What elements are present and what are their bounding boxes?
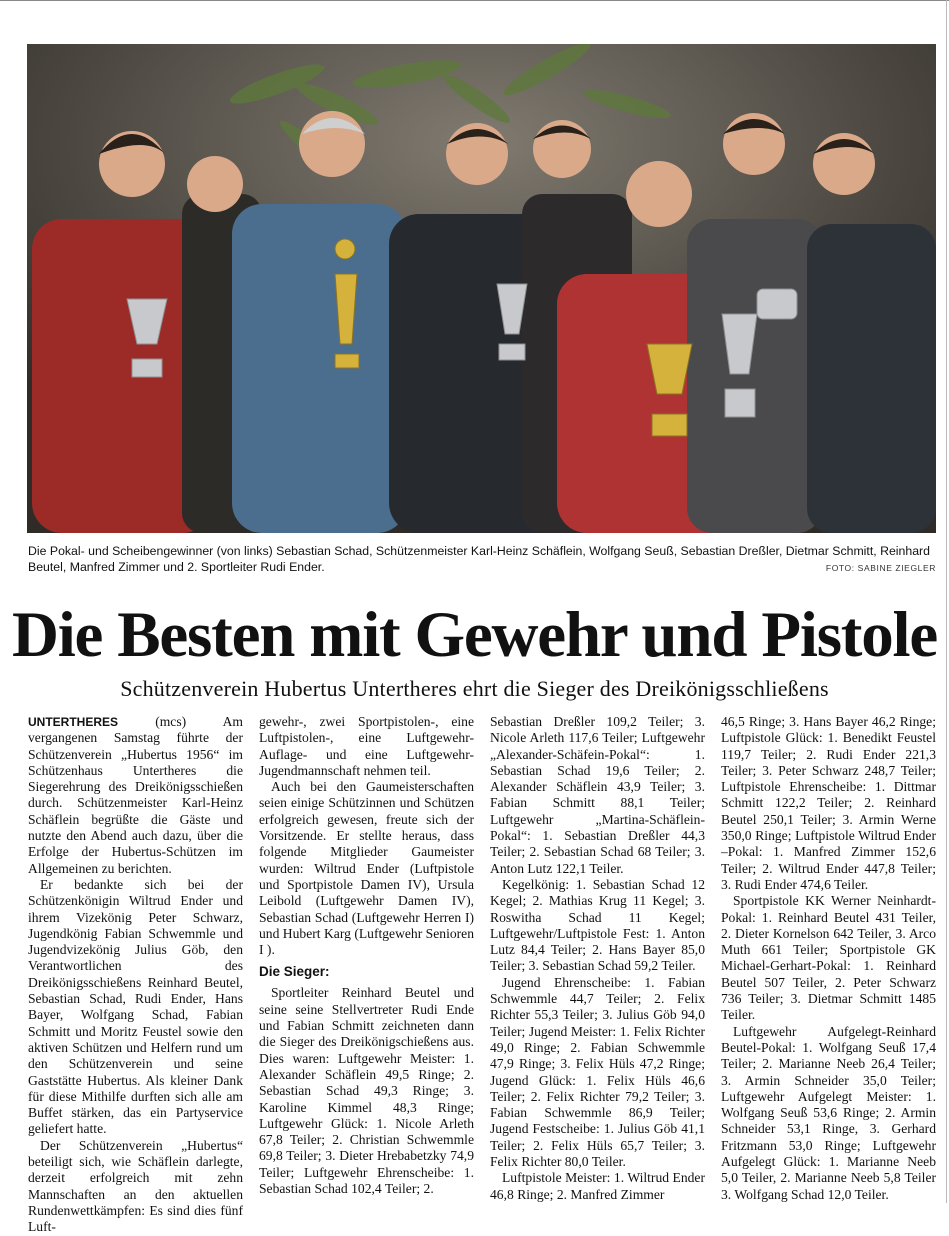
- dateline: UNTERTHERES: [28, 715, 119, 729]
- photo-credit: FOTO: SABINE ZIEGLER: [825, 563, 936, 573]
- column-2: [259, 714, 474, 1197]
- paragraph: Sebastian Dreßler 109,2 Teiler; 3. Nicole Arleth 117,6 Teiler; Luftgewehr „Alexander-Schäfein-Pokal“: 1. Sebastian Schad 19,6 Teiler; 2. Alexander Schäflein 43,9 Teiler; 3. Fabian Schmitt 88,1 Teiler; Luftgewehr „Martina-Schäflein-Pokal“: 1. Sebastian Dreßler 44,3 Teiler; 2. Sebastian Schad 68 Teiler; 3. Anton Lutz 122,1 Teiler.: [490, 714, 705, 876]
- paragraph: Luftpistole Meister: 1. Wiltrud Ender 46,8 Ringe; 2. Manfred Zimmer: [490, 1170, 705, 1202]
- paragraph: Sportpistole KK Werner Neinhardt-Pokal: 1. Reinhard Beutel 431 Teiler, 2. Dieter Kornelson 642 Teiler, 3. Arco Muth 661 Teiler; Sportpistole GK Michael-Gerhart-Pokal: 1. Reinhard Beutel 507 Teiler, 2. Peter Schwarz 736 Teiler; 3. Dietmar Schmitt 1485 Teiler.: [721, 893, 936, 1023]
- paragraph-text: (mcs) Am vergangenen Samstag führte der Schützenverein „Hubertus 1956“ im Schützenhaus Untertheres die Siegerehrung des Dreikönigsschießen durch. Schützenmeister Karl-Heinz Schäflein begrüßte die Gäste und nutzte den Abend auch dazu, über die Erfolge der Hubertus-Schützen im Allgemeinen zu berichten.: [28, 714, 243, 876]
- paragraph: [28, 714, 243, 877]
- top-rule: [0, 0, 949, 1]
- paragraph: Luftgewehr Aufgelegt-Reinhard Beutel-Pokal: 1. Wolfgang Seuß 17,4 Teiler; 2. Marianne Neeb 26,4 Teiler; 3. Armin Schneider 35,0 Teiler; Luftgewehr Aufgelegt Meister: 1. Wolfgang Seuß 53,6 Ringe; 2. Armin Schneider 53,1 Ringe, 3. Gerhard Fritzmann 53,0 Ringe; Luftgewehr Aufgelegt Glück: 1. Marianne Neeb 5,0 Teiler, 2. Marianne Neeb 5,8 Teiler 3. Wolfgang Schad 12,0 Teiler.: [721, 1023, 936, 1202]
- headline: Die Besten mit Gewehr und Pistole: [11, 599, 938, 671]
- paragraph: Der Schützenverein „Hubertus“ beteiligt sich, wie Schäflein darlegte, derzeit erfolgreich mit zehn Mannschaften an den aktuellen Rundenwettkämpfen: Es sind dies fünf Luft-: [28, 1137, 243, 1235]
- subheadline: Schützenverein Hubertus Untertheres ehrt die Sieger des Dreikönigsschließens: [120, 676, 829, 701]
- column-1: [28, 714, 243, 1236]
- paragraph: Sportleiter Reinhard Beutel und seine seine Stellvertreter Rudi Ende und Fabian Schmitt zeichneten dann die Sieger des Dreikönigschießens aus. Dies waren: Luftgewehr Meister: 1. Alexander Schäflein 49,5 Ringe; 2. Sebastian Schad 49,3 Ringe; 3. Karoline Kimmel 48,3 Ringe; Luftgewehr Glück: 1. Nicole Arleth 67,8 Teiler; 2. Christian Schwemmle 69,8 Teiler; 3. Dieter Hrebabetzky 74,9 Teiler; Luftgewehr Ehrenscheibe: 1. Sebastian Schad 102,4 Teiler; 2.: [259, 985, 474, 1197]
- paragraph: Auch bei den Gaumeisterschaften seien einige Schützinnen und Schützen erfolgreich gewesen, freute sich der Vorsitzende. Er stellte heraus, dass folgende Mitglieder Gaumeister wurden: Wiltrud Ender (Luftpistole und Sportpistole Damen IV), Ursula Leibold (Luftgewehr Damen IV), Sebastian Schad (Luftgewehr Herren I) und Hubert Karg (Luftgewehr Senioren I ).: [259, 779, 474, 958]
- article-body: [28, 714, 936, 1235]
- paragraph: Er bedankte sich bei der Schützenkönigin Wiltrud Ender und ihrem Vizekönig Peter Schwarz, Jugendkönig Fabian Schwemmle und Jugendvizekönig Julius Göb, den Verantwortlichen des Dreikönigsschießens Reinhard Beutel, Sebastian Schad, Rudi Ender, Hans Bayer, Wolfgang Schad, Fabian Schmitt und Moritz Feustel sowie den aktiven Schützen und Helfern rund um den Schützenverein und seine Gaststätte Hubertus. Als kleiner Dank für diese Mithilfe durften sich alle am Buffet stärken, das ein Partyservice geliefert hatte.: [28, 876, 243, 1137]
- paragraph: gewehr-, zwei Sportpistolen-, eine Luftpistolen-, eine Luftgewehr-Auflage- und eine Luftgewehr-Jugendmannschaft nehmen teil.: [259, 714, 474, 778]
- column-3: [490, 714, 705, 1203]
- paragraph: Kegelkönig: 1. Sebastian Schad 12 Kegel; 2. Mathias Krug 11 Kegel; 3. Roswitha Schad 11 Kegel; Luftgewehr/Luftpistole Fest: 1. Anton Lutz 84,4 Teiler; 2. Hans Bayer 85,0 Teiler; 3. Sebastian Schad 59,2 Teiler.: [490, 876, 705, 974]
- section-heading: Die Sieger:: [259, 964, 330, 980]
- group-photo: [27, 44, 936, 533]
- column-4: [721, 714, 936, 1203]
- paragraph: 46,5 Ringe; 3. Hans Bayer 46,2 Ringe; Luftpistole Glück: 1. Benedikt Feustel 119,7 Teiler; 2. Rudi Ender 221,3 Teiler; 3. Peter Schwarz 248,7 Teiler; Luftpistole Ehrenscheibe: 1. Dittmar Schmitt 122,2 Teiler; 2. Reinhard Beutel 250,1 Teiler; 3. Armin Werne 350,0 Ringe; Luftpistole Wiltrud Ender –Pokal: 1. Manfred Zimmer 152,6 Teiler; 2. Wiltrud Ender 447,8 Teiler; 3. Rudi Ender 474,6 Teiler.: [721, 714, 936, 892]
- paragraph: Jugend Ehrenscheibe: 1. Fabian Schwemmle 44,7 Teiler; 2. Felix Richter 55,3 Teiler; 3. Julius Göb 94,0 Teiler; Jugend Meister: 1. Felix Richter 49,0 Ringe; 2. Fabian Schwemmle 47,9 Ringe; 3. Felix Hüls 47,2 Ringe; Jugend Glück: 1. Felix Hüls 46,6 Teiler; 2. Felix Richter 79,2 Teiler; 3. Fabian Schwemmle 86,9 Teiler; Jugend Festscheibe: 1. Julius Göb 41,1 Teiler; 2. Felix Hüls 65,7 Teiler; 3. Felix Richter 80,0 Teiler.: [490, 974, 705, 1170]
- photo-caption: Die Pokal- und Scheibengewinner (von links) Sebastian Schad, Schützenmeister Karl-Heinz Schäflein, Wolfgang Seuß, Sebastian Dreßler, Dietmar Schmitt, Reinhard Beutel, Manfred Zimmer und 2. Sportleiter Rudi Ender.: [28, 544, 930, 574]
